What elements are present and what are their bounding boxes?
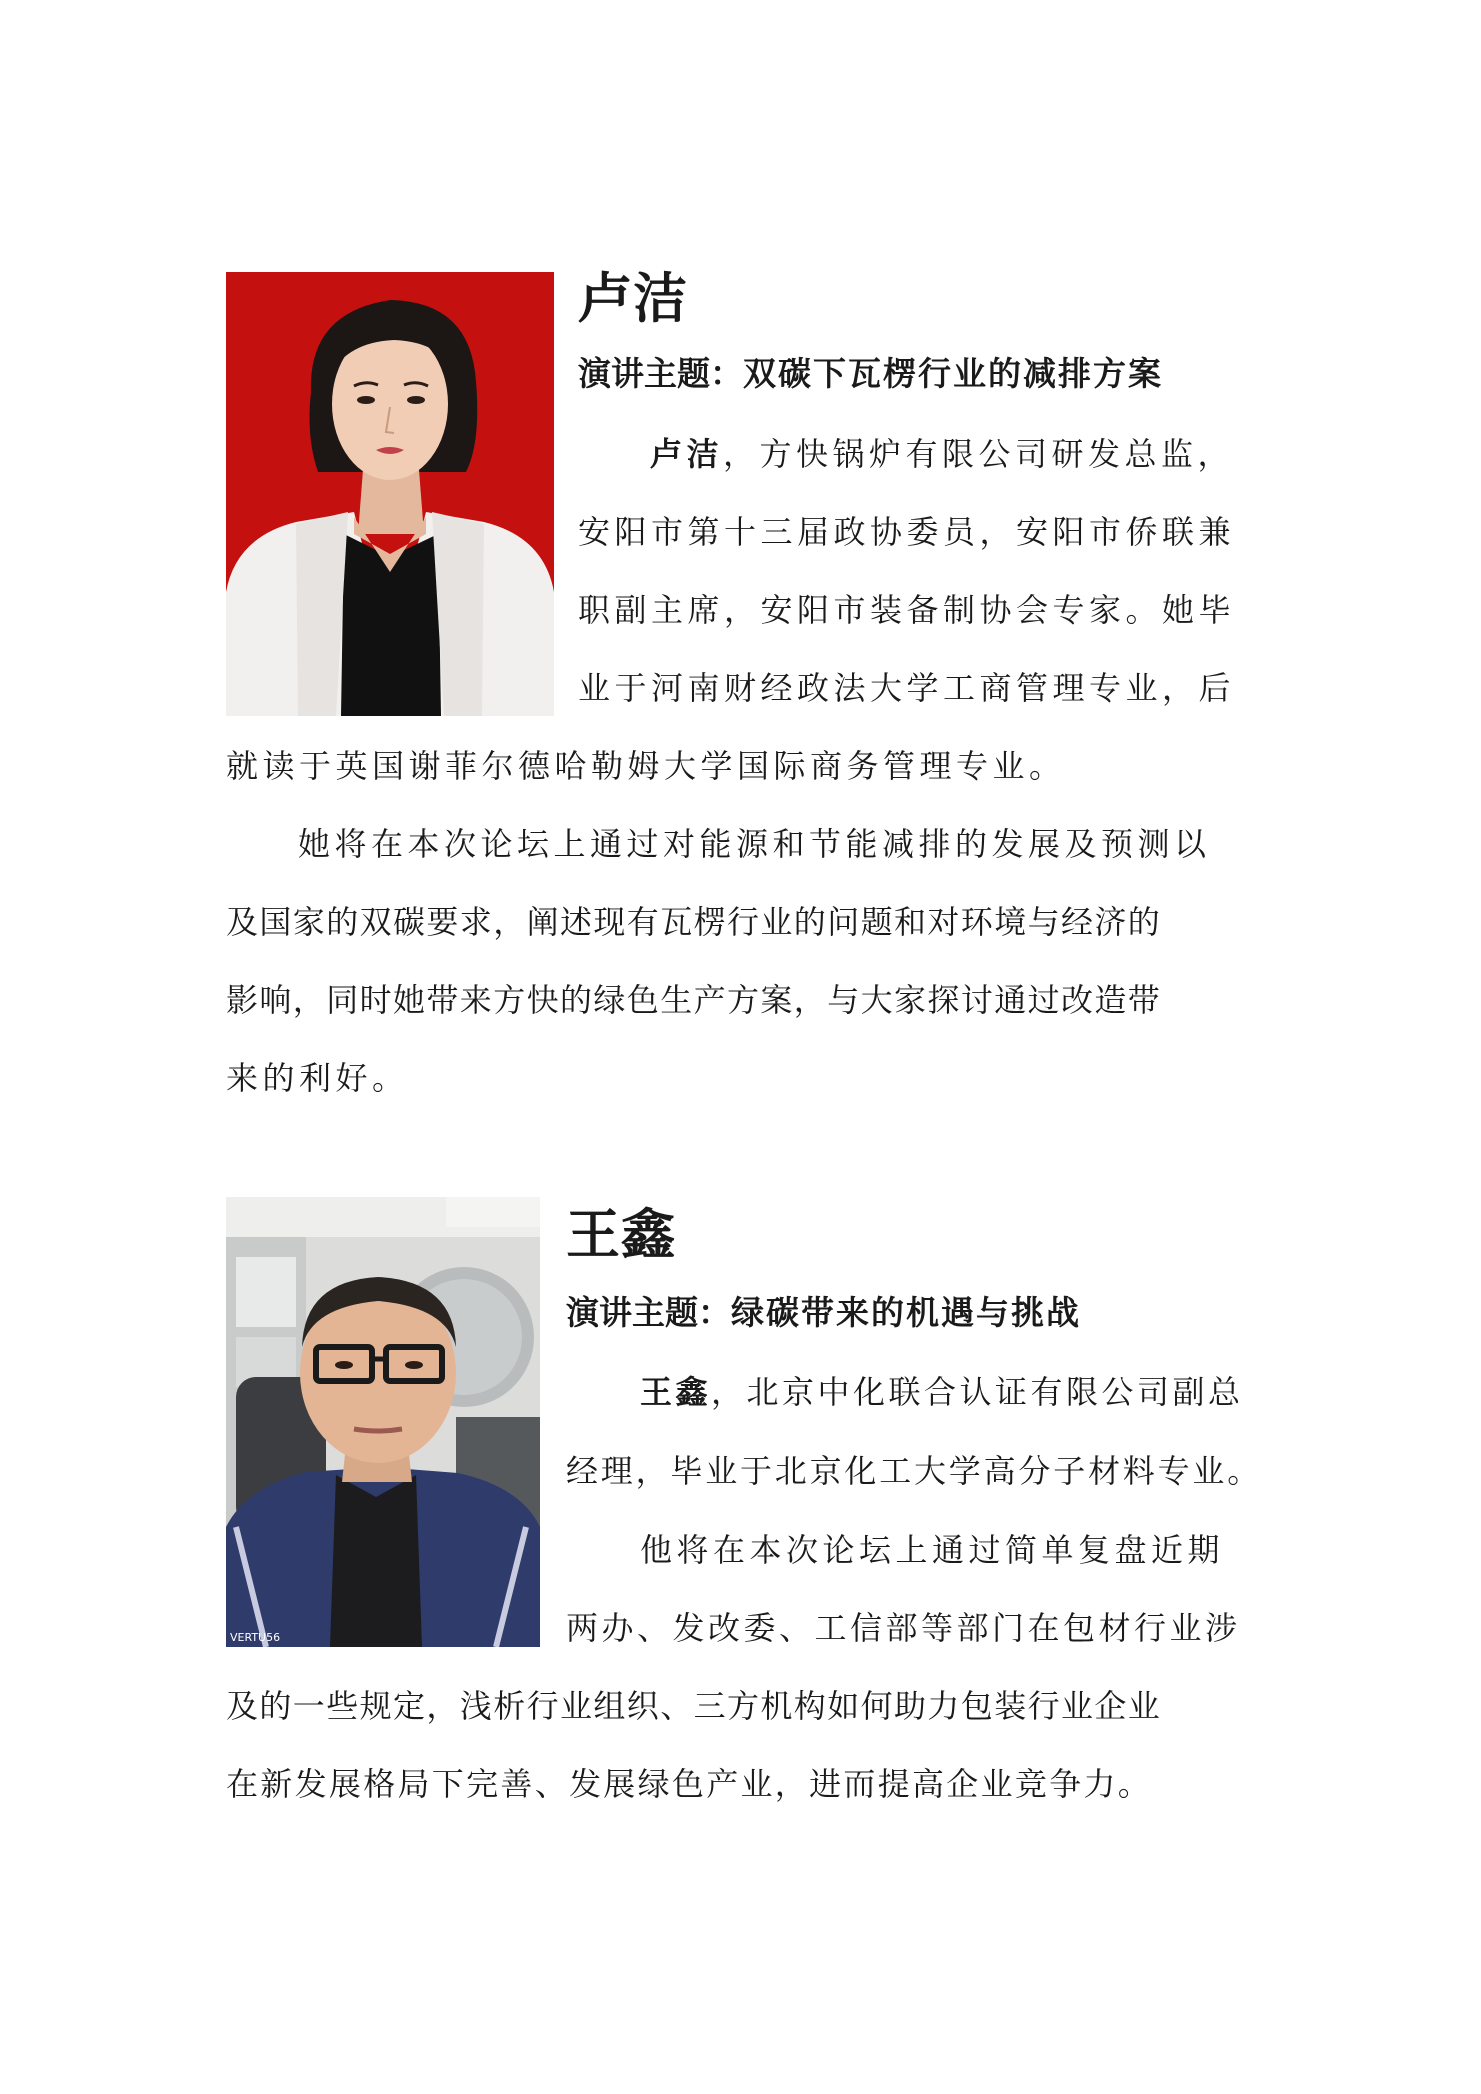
talk-topic-label: 演讲主题： bbox=[566, 1293, 731, 1332]
bio-line: 职副主席，安阳市装备制协会专家。她毕 bbox=[578, 591, 1236, 629]
bio-line: 就读于英国谢菲尔德哈勒姆大学国际商务管理专业。 bbox=[226, 747, 1066, 785]
talk-description-line: 及的一些规定，浅析行业组织、三方机构如何助力包装行业企业 bbox=[226, 1687, 1162, 1725]
speaker-photo bbox=[226, 1197, 540, 1647]
speaker-name: 卢洁 bbox=[578, 267, 688, 330]
talk-description-line: 来的利好。 bbox=[226, 1059, 409, 1097]
talk-description-line: 影响，同时她带来方快的绿色生产方案，与大家探讨通过改造带 bbox=[226, 981, 1162, 1019]
talk-topic bbox=[578, 354, 1163, 393]
talk-description-line: 及国家的双碳要求，阐述现有瓦楞行业的问题和对环境与经济的 bbox=[226, 903, 1162, 941]
talk-topic-title: 双碳下瓦楞行业的减排方案 bbox=[743, 354, 1163, 393]
bio-speaker-name: 王鑫 bbox=[640, 1373, 712, 1411]
bio-line: 王鑫，北京中化联合认证有限公司副总 bbox=[640, 1373, 1244, 1411]
talk-topic-title: 绿碳带来的机遇与挑战 bbox=[731, 1293, 1081, 1332]
talk-topic-label: 演讲主题： bbox=[578, 354, 743, 393]
talk-description-line: 两办、发改委、工信部等部门在包材行业涉 bbox=[566, 1609, 1241, 1647]
speaker-photo bbox=[226, 272, 554, 716]
photo-watermark: VERTU56 bbox=[230, 1631, 281, 1644]
talk-description-line: 他将在本次论坛上通过简单复盘近期 bbox=[640, 1531, 1225, 1569]
man-portrait-photo-icon bbox=[226, 1197, 540, 1647]
woman-portrait-photo-icon bbox=[226, 272, 554, 716]
talk-description-line: 在新发展格局下完善、发展绿色产业，进而提高企业竞争力。 bbox=[226, 1765, 1153, 1803]
bio-line: 业于河南财经政法大学工商管理专业，后 bbox=[578, 669, 1236, 707]
bio-line: 安阳市第十三届政协委员，安阳市侨联兼 bbox=[578, 513, 1236, 551]
bio-line: 卢洁，方快锅炉有限公司研发总监， bbox=[650, 435, 1235, 473]
bio-speaker-name: 卢洁 bbox=[650, 435, 724, 473]
speaker-name: 王鑫 bbox=[566, 1203, 676, 1266]
talk-description-line: 她将在本次论坛上通过对能源和节能减排的发展及预测以 bbox=[298, 825, 1211, 863]
talk-topic bbox=[566, 1293, 1081, 1332]
bio-line: 经理，毕业于北京化工大学高分子材料专业。 bbox=[566, 1452, 1263, 1490]
